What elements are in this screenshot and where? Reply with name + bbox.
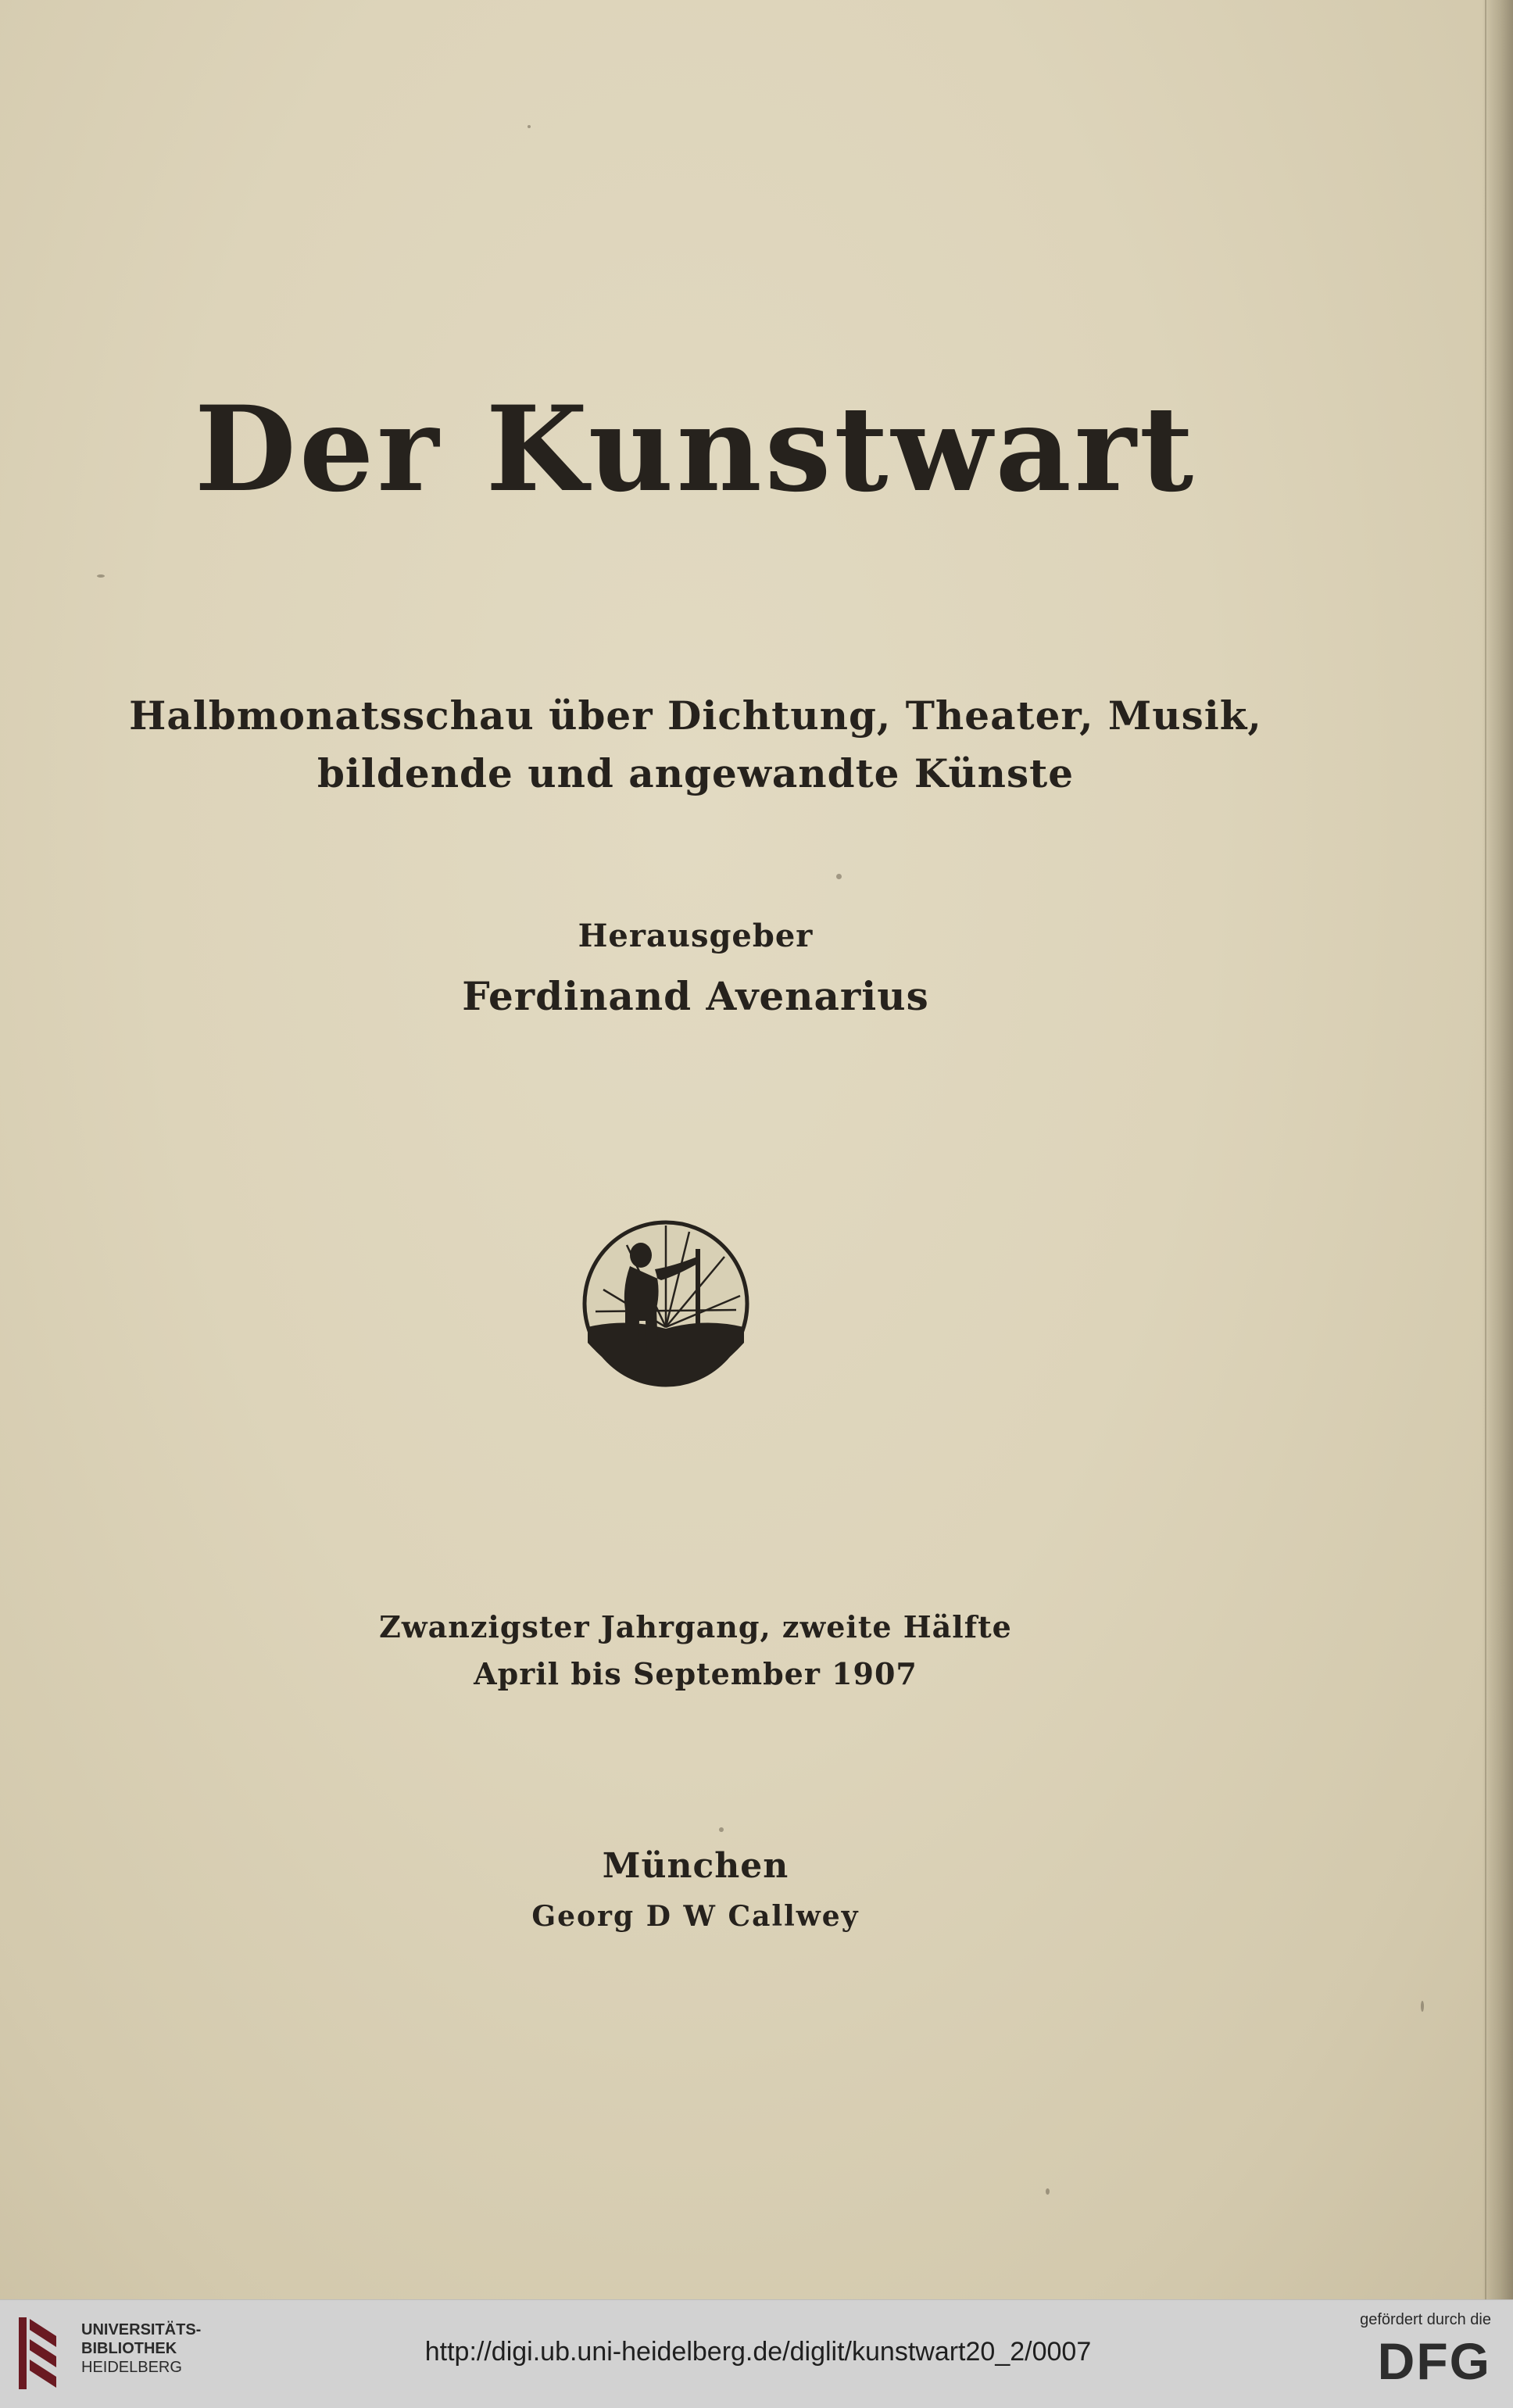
paper-speck — [836, 874, 842, 879]
library-name-line-3: HEIDELBERG — [81, 2359, 182, 2376]
subtitle-line-2: bildende und angewandte Künste — [317, 750, 1075, 796]
page-edge-shadow — [1482, 0, 1513, 2299]
university-library-name — [81, 2320, 201, 2377]
library-name-line-1: UNIVERSITÄTS- — [81, 2321, 202, 2338]
permalink-url[interactable]: http://digi.ub.uni-heidelberg.de/diglit/kunstwart20_2/0007 — [424, 2337, 1092, 2367]
funding-caption: gefördert durch die — [1360, 2311, 1491, 2328]
paper-speck — [1421, 2001, 1424, 2012]
publisher-name: Georg D W Callwey — [531, 1900, 860, 1933]
subtitle-line-1: Halbmonatsschau über Dichtung, Theater, Musik, — [129, 692, 1262, 739]
university-library-logo-icon[interactable] — [16, 2313, 66, 2394]
page-title: Der Kunstwart — [194, 381, 1197, 518]
funding-credit — [1304, 2310, 1491, 2392]
viewer-footer — [0, 2299, 1513, 2408]
dfg-logo[interactable]: DFG — [1377, 2332, 1491, 2390]
publication-city: München — [602, 1846, 789, 1886]
paper-speck — [97, 574, 105, 578]
library-name-line-2: BIBLIOTHEK — [81, 2340, 177, 2357]
volume-line: Zwanzigster Jahrgang, zweite Hälfte — [379, 1609, 1012, 1644]
paper-speck — [528, 125, 531, 128]
editor-name: Ferdinand Avenarius — [462, 973, 929, 1019]
paper-speck — [1046, 2188, 1050, 2195]
emblem-figure-with-sun-icon — [580, 1218, 752, 1390]
editor-label: Herausgeber — [578, 918, 814, 954]
paper-speck — [719, 1827, 724, 1832]
page-fold-line — [1485, 0, 1486, 2299]
dates-line: April bis September 1907 — [474, 1656, 917, 1691]
